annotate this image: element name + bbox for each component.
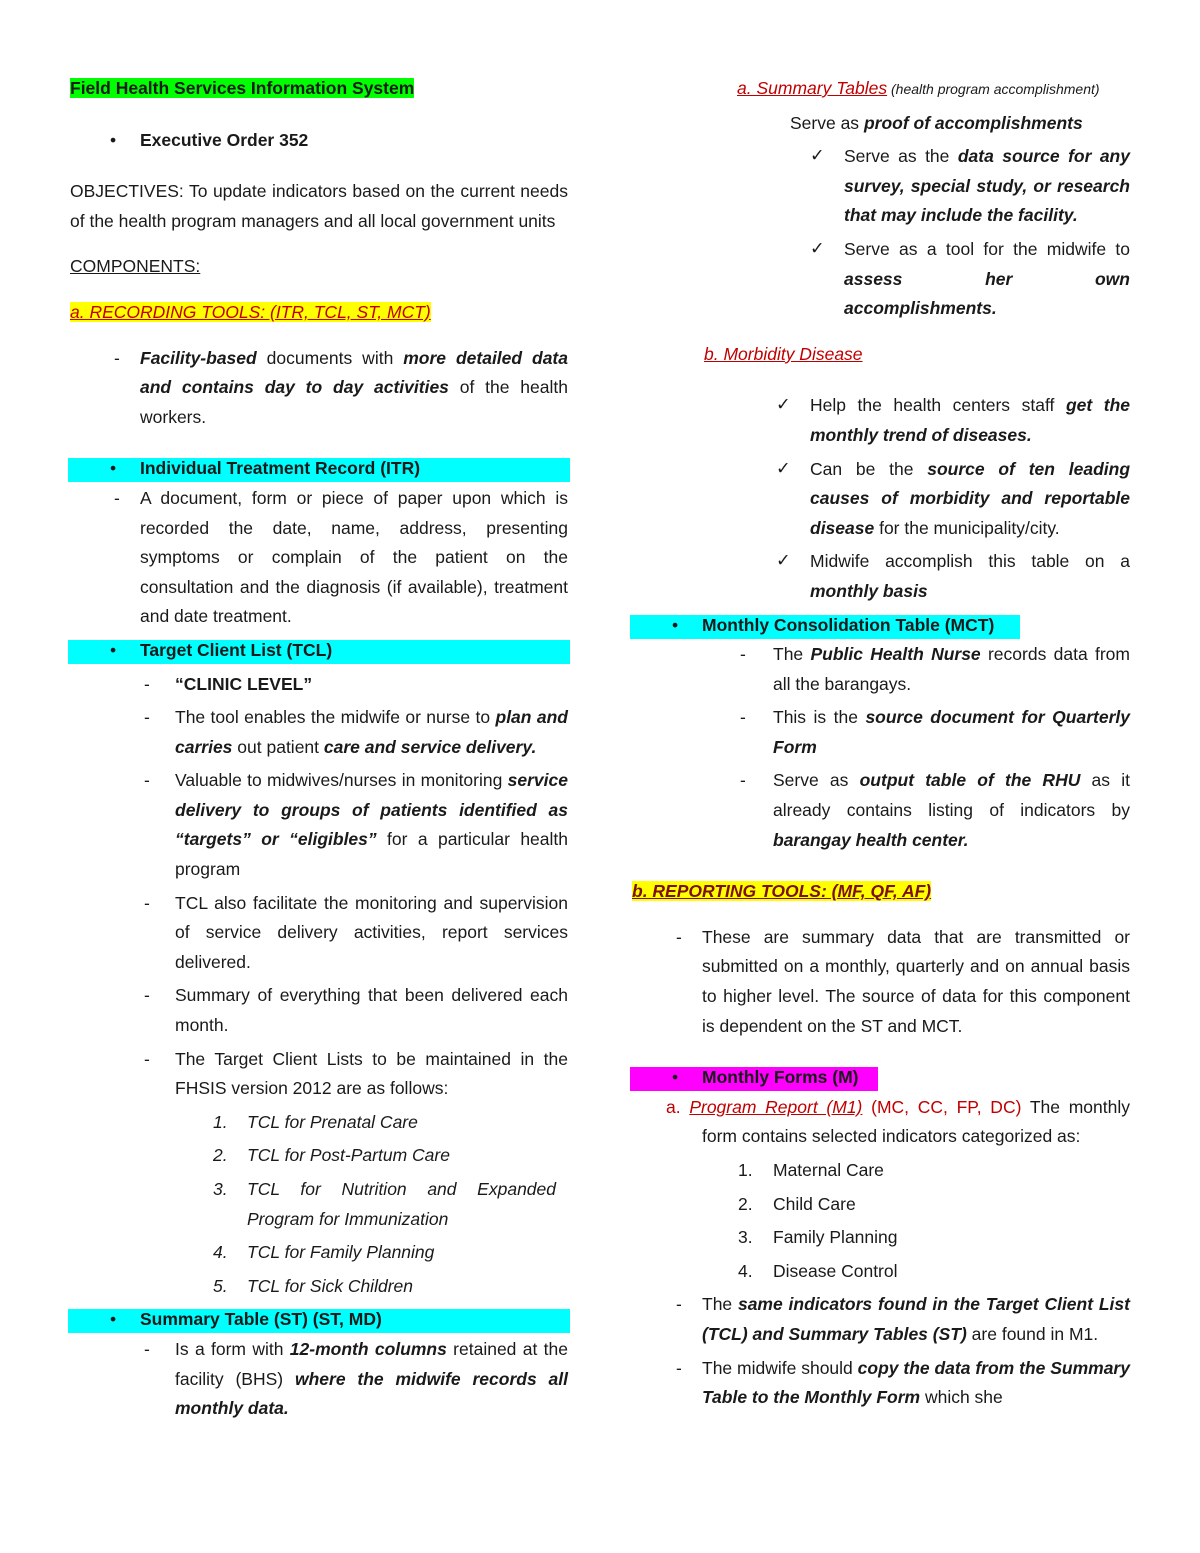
tcl-list-item: 4. TCL for Family Planning xyxy=(213,1242,435,1263)
st-description: - Is a form with 12-month columns retained at the facility (BHS) where the midwife records all monthly data. xyxy=(70,1335,568,1424)
tcl-list-item: 5. TCL for Sick Children xyxy=(213,1275,413,1296)
executive-order-item: • Executive Order 352 xyxy=(70,126,568,156)
bullet-icon: • xyxy=(110,129,117,150)
dash-icon: - xyxy=(676,926,682,947)
recording-tools-description: - Facility-based documents with more detailed data and contains day to day activities of the health workers. xyxy=(70,344,568,433)
copy-data: - The midwife should copy the data from the Summary Table to the Monthly Form which she xyxy=(632,1354,1130,1413)
itr-heading: • Individual Treatment Record (ITR) xyxy=(70,454,568,484)
bullet-icon: • xyxy=(672,1067,679,1088)
dash-icon: - xyxy=(144,707,150,728)
check-item: ✓ Serve as a tool for the midwife to assess her own accomplishments. xyxy=(632,235,1130,324)
category-item: 4. Disease Control xyxy=(738,1260,898,1281)
tcl-valuable: - Valuable to midwives/nurses in monitoring service delivery to groups of patients identified as “targets” or “eligibles” for a particular health program xyxy=(70,766,568,884)
dash-icon: - xyxy=(144,673,150,694)
mct-item: - Serve as output table of the RHU as it already contains listing of indicators by barangay health center. xyxy=(632,766,1130,855)
summary-tables-heading: a. Summary Tables (health program accomplishment) xyxy=(737,78,1100,98)
right-column xyxy=(632,74,1130,1413)
st-heading: • Summary Table (ST) (ST, MD) xyxy=(70,1305,568,1335)
tcl-enables: - The tool enables the midwife or nurse to plan and carries out patient care and service delivery. xyxy=(70,703,568,762)
category-item: 1. Maternal Care xyxy=(738,1160,884,1180)
program-report: a. Program Report (M1) (MC, CC, FP, DC) The monthly form contains selected indicators categorized as: xyxy=(666,1096,1130,1147)
left-column xyxy=(70,74,568,1424)
reporting-description: - These are summary data that are transmitted or submitted on a monthly, quarterly and on annual basis to higher level. The source of data for this component is dependent on the ST and MCT. xyxy=(632,923,1130,1041)
dash-icon: - xyxy=(144,1048,150,1069)
tcl-heading: • Target Client List (TCL) xyxy=(70,636,568,666)
reporting-tools-heading: b. REPORTING TOOLS: (MF, QF, AF) xyxy=(632,881,932,902)
objectives-paragraph: OBJECTIVES: To update indicators based on the current needs of the health program managers and all local government units xyxy=(70,181,568,231)
document-title: Field Health Services Information System xyxy=(70,78,415,98)
tcl-lists-intro: - The Target Client Lists to be maintained in the FHSIS version 2012 are as follows: xyxy=(70,1045,568,1104)
tcl-list-item: 2. TCL for Post-Partum Care xyxy=(213,1145,450,1166)
mct-heading: • Monthly Consolidation Table (MCT) xyxy=(632,611,1130,641)
dash-icon: - xyxy=(676,1294,682,1315)
checkmark-icon: ✓ xyxy=(776,395,791,416)
checkmark-icon: ✓ xyxy=(810,238,825,259)
itr-description: - A document, form or piece of paper upon which is recorded the date, name, address, presenting symptoms or complain of the patient on the consultation and the diagnosis (if available), treatment and date treatment. xyxy=(70,484,568,632)
check-item: ✓ Serve as the data source for any survey, special study, or research that may include the facility. xyxy=(632,142,1130,231)
bullet-icon: • xyxy=(110,458,117,479)
tcl-list-item: 1. TCL for Prenatal Care xyxy=(213,1111,418,1132)
dash-icon: - xyxy=(676,1357,682,1378)
tcl-clinic-level: - “CLINIC LEVEL” xyxy=(70,670,568,700)
check-item: ✓ Midwife accomplish this table on a monthly basis xyxy=(632,547,1130,606)
dash-icon: - xyxy=(114,347,120,368)
dash-icon: - xyxy=(740,644,746,665)
dash-icon: - xyxy=(740,770,746,791)
checkmark-icon: ✓ xyxy=(810,146,825,167)
dash-icon: - xyxy=(114,487,120,508)
tcl-facilitate: - TCL also facilitate the monitoring and supervision of service delivery activities, report services delivered. xyxy=(70,889,568,978)
dash-icon: - xyxy=(144,1338,150,1359)
components-label: COMPONENTS: xyxy=(70,256,201,277)
checkmark-icon: ✓ xyxy=(776,551,791,572)
bullet-icon: • xyxy=(672,614,679,635)
tcl-summary: - Summary of everything that been delivered each month. xyxy=(70,981,568,1040)
dash-icon: - xyxy=(144,770,150,791)
check-item: ✓ Help the health centers staff get the monthly trend of diseases. xyxy=(632,391,1130,450)
checkmark-icon: ✓ xyxy=(776,458,791,479)
dash-icon: - xyxy=(740,707,746,728)
morbidity-heading: b. Morbidity Disease xyxy=(704,343,863,364)
mct-item: - The Public Health Nurse records data from all the barangays. xyxy=(632,640,1130,699)
bullet-icon: • xyxy=(110,639,117,660)
mct-item: - This is the source document for Quarterly Form xyxy=(632,703,1130,762)
category-item: 2. Child Care xyxy=(738,1193,856,1214)
dash-icon: - xyxy=(144,892,150,913)
bullet-icon: • xyxy=(110,1309,117,1330)
dash-icon: - xyxy=(144,985,150,1006)
recording-tools-heading: a. RECORDING TOOLS: (ITR, TCL, ST, MCT) xyxy=(70,301,431,322)
category-item: 3. Family Planning xyxy=(738,1227,898,1248)
tcl-list-item: 3. TCL for Nutrition and Expanded Program for Immunization xyxy=(213,1179,556,1229)
proof-of-accomplishments: Serve as proof of accomplishments xyxy=(790,112,1083,133)
check-item: ✓ Can be the source of ten leading causes of morbidity and reportable disease for the municipality/city. xyxy=(632,455,1130,544)
monthly-forms-heading: • Monthly Forms (M) xyxy=(632,1063,1130,1093)
same-indicators: - The same indicators found in the Target Client List (TCL) and Summary Tables (ST) are found in M1. xyxy=(632,1290,1130,1349)
